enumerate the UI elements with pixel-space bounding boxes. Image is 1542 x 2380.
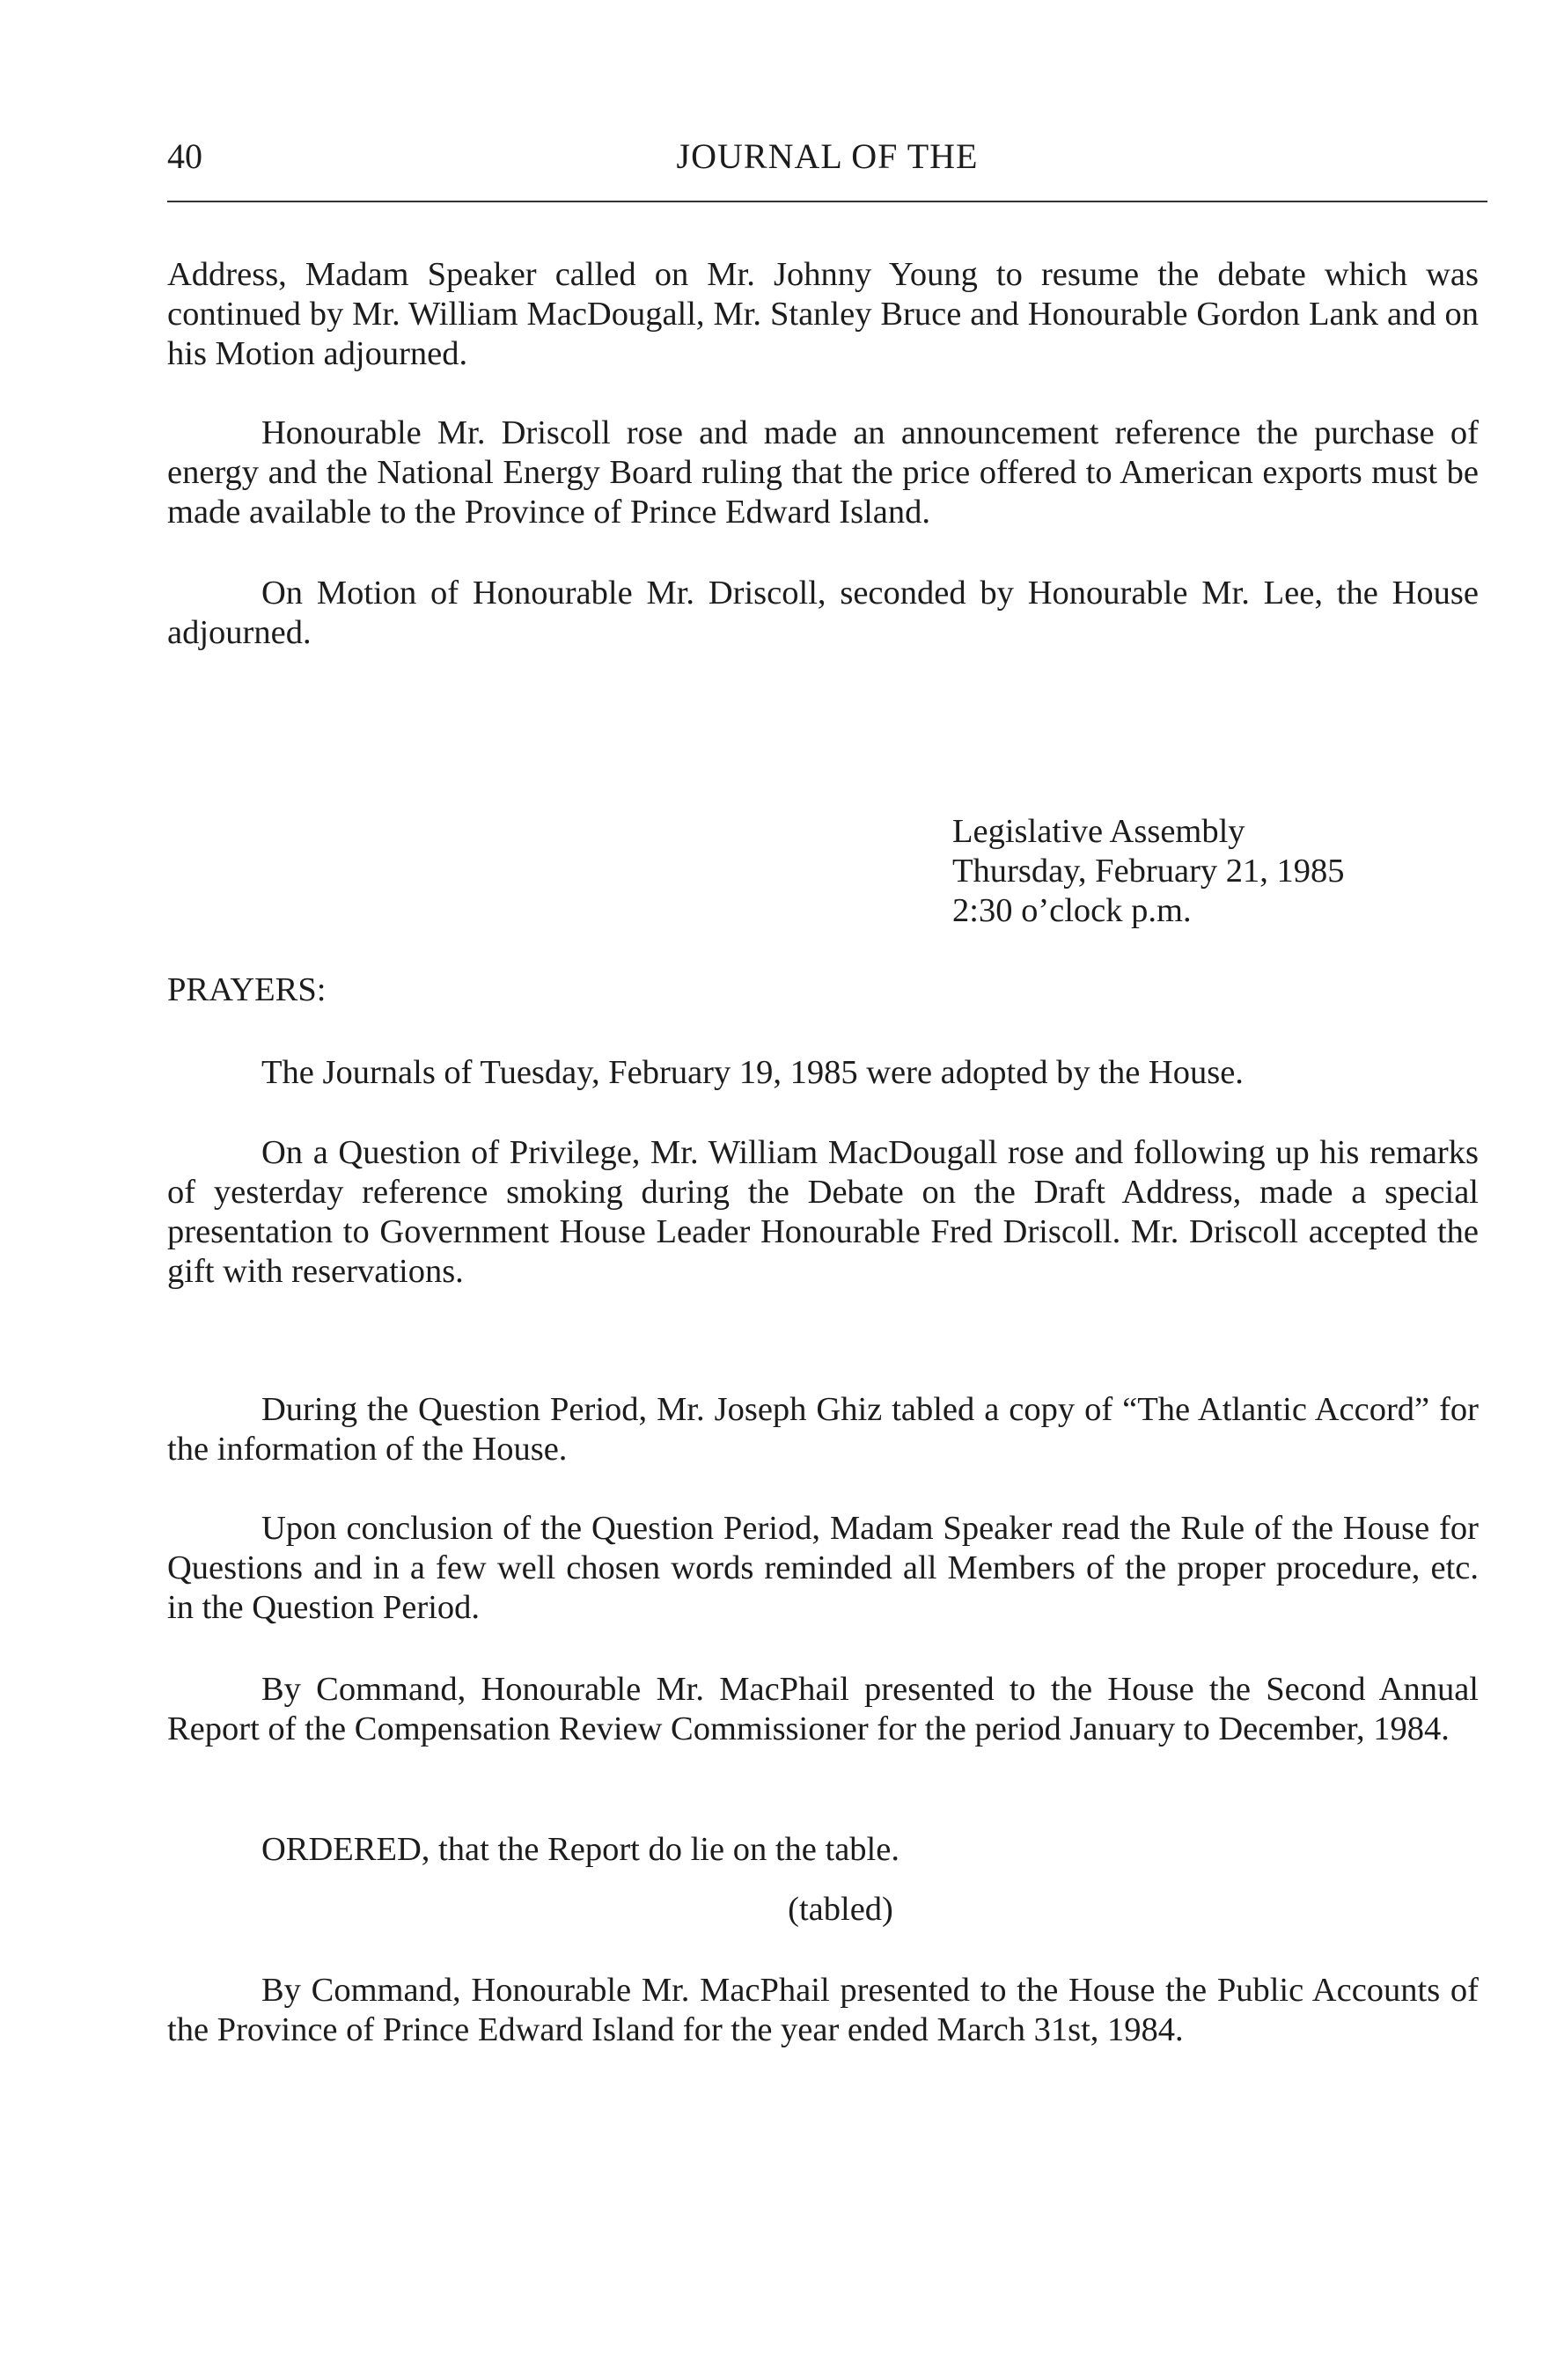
paragraph-question-period-rule: Upon conclusion of the Question Period, Madam Speaker read the Rule of the House for Questions and in a few well chosen words reminded all Members of the proper procedure, etc. in the Question Period. — [167, 1510, 1479, 1626]
running-head: JOURNAL OF THE — [676, 136, 979, 176]
sitting-header — [952, 812, 1345, 931]
paragraph-ordered: ORDERED, that the Report do lie on the table. — [261, 1831, 900, 1868]
sitting-time: 2:30 o’clock p.m. — [952, 892, 1192, 929]
paragraph-debate-continued: Address, Madam Speaker called on Mr. Johnny Young to resume the debate which was continued by Mr. William MacDougall, Mr. Stanley Bruce and Honourable Gordon Lank and on his Motion adjourned. — [167, 256, 1479, 372]
sitting-assembly: Legislative Assembly — [952, 813, 1245, 850]
tabled-note: (tabled) — [788, 1891, 893, 1928]
prayers-heading: PRAYERS: — [167, 971, 327, 1008]
paragraph-energy-announcement: Honourable Mr. Driscoll rose and made an announcement reference the purchase of energy and the National Energy Board ruling that the price offered to American exports must be made available to the Province of Prince Edward Island. — [167, 414, 1479, 531]
paragraph-atlantic-accord: During the Question Period, Mr. Joseph Ghiz tabled a copy of “The Atlantic Accord” for the information of the House. — [167, 1391, 1479, 1468]
paragraph-question-of-privilege: On a Question of Privilege, Mr. William MacDougall rose and following up his remarks of yesterday reference smoking during the Debate on the Draft Address, made a special presentation to Government House Leader Honourable Fred Driscoll. Mr. Driscoll accepted the gift with reservations. — [167, 1134, 1479, 1290]
header-rule — [167, 201, 1487, 202]
page-header — [167, 130, 1487, 183]
paragraph-house-adjourned: On Motion of Honourable Mr. Driscoll, seconded by Honourable Mr. Lee, the House adjourned. — [167, 575, 1479, 651]
paragraph-public-accounts: By Command, Honourable Mr. MacPhail presented to the House the Public Accounts of the Province of Prince Edward Island for the year ended March 31st, 1984. — [167, 1972, 1479, 2048]
page-number: 40 — [167, 136, 202, 176]
paragraph-journals-adopted: The Journals of Tuesday, February 19, 1985 were adopted by the House. — [261, 1054, 1244, 1091]
paragraph-compensation-report: By Command, Honourable Mr. MacPhail presented to the House the Second Annual Report of the Compensation Review Commissioner for the period January to December, 1984. — [167, 1671, 1479, 1747]
sitting-date: Thursday, February 21, 1985 — [952, 853, 1345, 890]
